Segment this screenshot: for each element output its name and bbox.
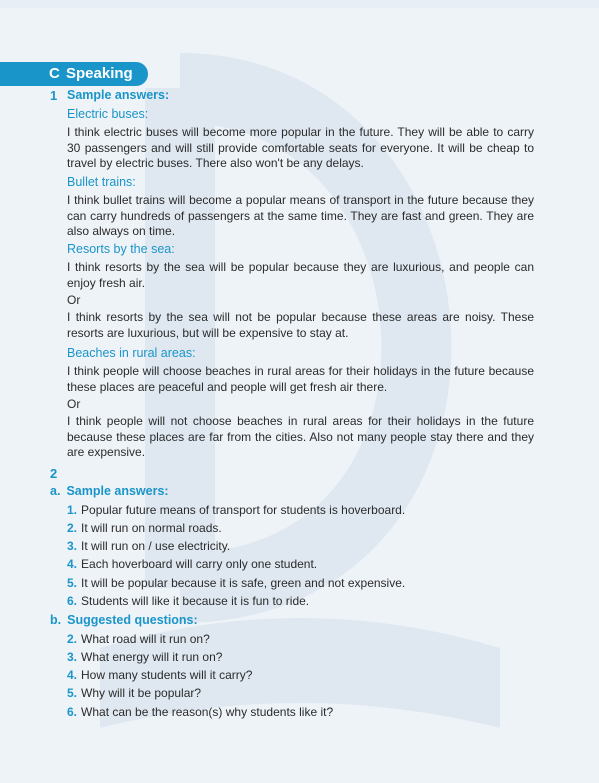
q2b-label — [50, 613, 198, 627]
paragraph-resorts-2: I think resorts by the sea will not be popular because these areas are noisy. These resorts are luxurious, but will be expensive to stay at. — [67, 310, 534, 340]
list-item: 1. Popular future means of transport for students is hoverboard. — [67, 503, 406, 517]
q2a-label — [50, 484, 169, 498]
top-bar — [0, 0, 599, 8]
topic-title-electric-buses: Electric buses: — [67, 107, 149, 121]
list-item: 5. Why will it be popular? — [67, 686, 202, 700]
list-item: 6. What can be the reason(s) why students like it? — [67, 705, 334, 719]
q2b-heading: Suggested questions: — [67, 613, 198, 627]
list-item: 6. Students will like it because it is fun to ride. — [67, 594, 310, 608]
list-item: 4. Each hoverboard will carry only one student. — [67, 557, 318, 571]
topic-title-resorts: Resorts by the sea: — [67, 242, 175, 256]
section-tab — [0, 62, 148, 86]
section-letter: C — [49, 65, 60, 82]
q2b-letter: b. — [50, 613, 62, 627]
paragraph-beaches-1: I think people will choose beaches in rural areas for their holidays in the future because these places are peaceful and people will get fresh air there. — [67, 364, 534, 394]
or-label: Or — [67, 293, 81, 307]
q2a-heading: Sample answers: — [66, 484, 169, 498]
list-item: 3. It will run on / use electricity. — [67, 539, 231, 553]
list-item: 2. What road will it run on? — [67, 632, 210, 646]
question-2-number: 2 — [50, 466, 58, 481]
q2a-letter: a. — [50, 484, 61, 498]
paragraph-bullet-trains: I think bullet trains will become a popular means of transport in the future because they can carry hundreds of passengers at the same time. They are fast and green. They are also always on time. — [67, 193, 534, 238]
paragraph-electric-buses: I think electric buses will become more popular in the future. They will be able to carry 30 passengers and will still provide comfortable seats for everyone. It will be cheap to travel by electric buses. There also won't be any delays. — [67, 125, 534, 170]
paragraph-resorts-1: I think resorts by the sea will be popular because they are luxurious, and people can enjoy fresh air. — [67, 260, 534, 290]
question-1-number: 1 — [50, 88, 58, 103]
topic-title-bullet-trains: Bullet trains: — [67, 175, 136, 189]
or-label: Or — [67, 397, 81, 411]
q1-heading: Sample answers: — [67, 88, 170, 102]
paragraph-beaches-2: I think people will not choose beaches in rural areas for their holidays in the future because these places are far from the cities. Also not many people stay there and they are expensive. — [67, 414, 534, 459]
topic-title-beaches: Beaches in rural areas: — [67, 346, 196, 360]
list-item: 3. What energy will it run on? — [67, 650, 223, 664]
list-item: 2. It will run on normal roads. — [67, 521, 222, 535]
list-item: 5. It will be popular because it is safe, green and not expensive. — [67, 576, 406, 590]
section-title: Speaking — [66, 65, 133, 82]
document-page — [0, 8, 599, 783]
list-item: 4. How many students will it carry? — [67, 668, 253, 682]
